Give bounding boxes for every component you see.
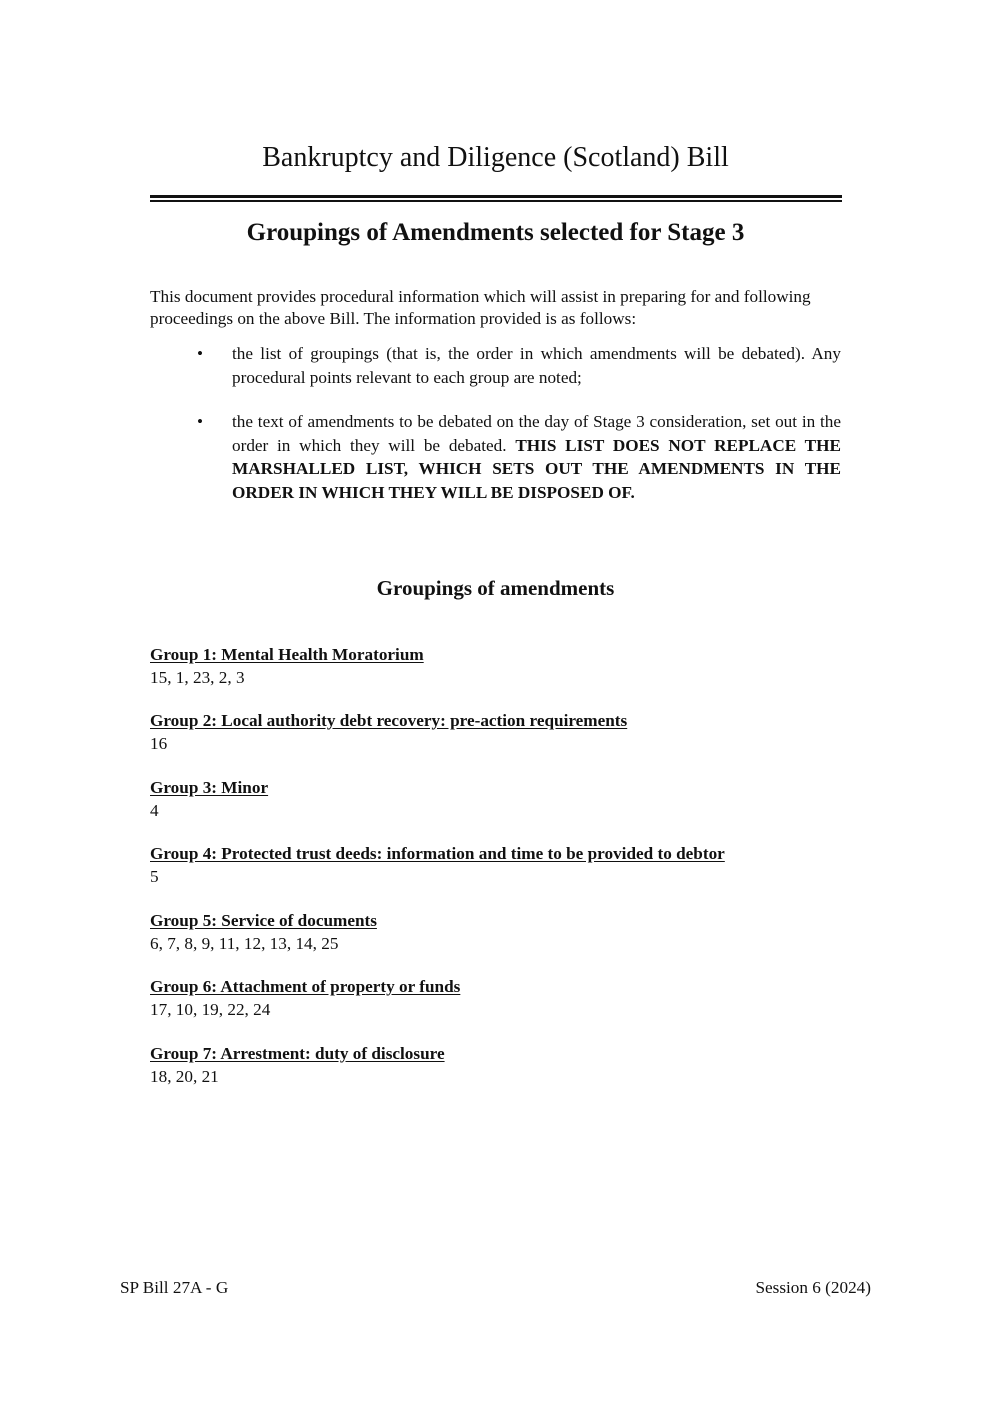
- group-4: [150, 843, 850, 888]
- bullet-icon: •: [197, 344, 204, 363]
- group-amendment-numbers: 18, 20, 21: [150, 1066, 219, 1086]
- bullet-emphasis-warning: THIS LIST DOES NOT REPLACE THE MARSHALLED LIST, WHICH SETS OUT THE AMENDMENTS IN THE ORDER IN WHICH THEY WILL BE DISPOSED OF.: [232, 435, 841, 502]
- group-3: [150, 777, 850, 822]
- title-divider-bottom: [150, 200, 842, 202]
- document-subtitle: Groupings of Amendments selected for Stage 3: [246, 219, 745, 246]
- bullet-icon: •: [197, 412, 204, 431]
- footer-bill-reference: SP Bill 27A - G: [120, 1278, 229, 1297]
- group-amendment-numbers: 5: [150, 866, 159, 886]
- intro-paragraph: This document provides procedural information which will assist in preparing for and following proceedings on the above Bill. The information provided is as follows:: [150, 287, 811, 328]
- bullet-item-amendment-text: [150, 410, 841, 504]
- group-title: Group 7: Arrestment: duty of disclosure: [150, 1044, 445, 1063]
- group-6: [150, 976, 850, 1021]
- bullet-text: [232, 342, 841, 389]
- bullet-item-groupings: [150, 342, 841, 389]
- group-title: Group 2: Local authority debt recovery: pre-action requirements: [150, 711, 628, 730]
- group-amendment-numbers: 17, 10, 19, 22, 24: [150, 999, 271, 1019]
- group-title: Group 1: Mental Health Moratorium: [150, 645, 424, 664]
- group-1: [150, 644, 850, 689]
- page-title: Bankruptcy and Diligence (Scotland) Bill: [262, 142, 729, 173]
- group-title: Group 3: Minor: [150, 778, 269, 797]
- bullet-text: [232, 410, 841, 504]
- group-amendment-numbers: 15, 1, 23, 2, 3: [150, 667, 245, 687]
- group-amendment-numbers: 16: [150, 733, 168, 753]
- group-title: Group 6: Attachment of property or funds: [150, 977, 461, 996]
- group-amendment-numbers: 4: [150, 800, 159, 820]
- section-heading: Groupings of amendments: [376, 576, 615, 600]
- group-5: [150, 910, 850, 955]
- group-title: Group 5: Service of documents: [150, 911, 377, 930]
- bullet-text-content: the list of groupings (that is, the order in which amendments will be debated). Any procedural points relevant to each group are noted;: [232, 344, 841, 387]
- title-divider-top: [150, 195, 842, 198]
- group-7: [150, 1043, 850, 1088]
- group-title: Group 4: Protected trust deeds: information and time to be provided to debtor: [150, 844, 725, 863]
- group-2: [150, 710, 850, 755]
- bullet-text-content: the text of amendments to be debated on the day of Stage 3 consideration, set out in the order in which they will be debated.: [232, 412, 841, 455]
- footer-session: Session 6 (2024): [755, 1278, 871, 1297]
- group-amendment-numbers: 6, 7, 8, 9, 11, 12, 13, 14, 25: [150, 933, 339, 953]
